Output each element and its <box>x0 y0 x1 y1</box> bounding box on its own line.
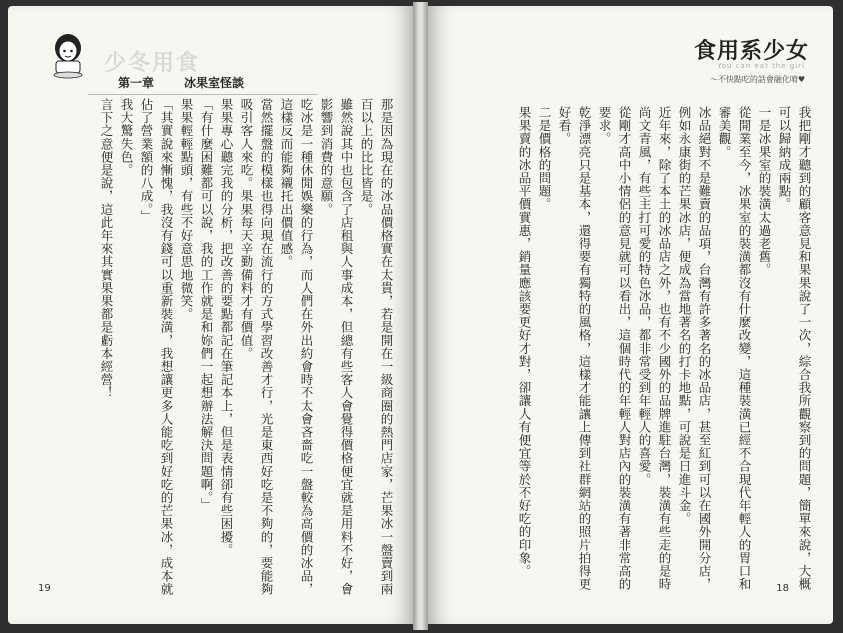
paragraph: 那是因為現在的冰品價格實在太貴，若是開在一級商圈的熱門店家，芒果冰一盤賣到兩百以上的比比皆是。 <box>359 98 394 596</box>
logo-title: 食用系少女 <box>693 39 809 64</box>
girl-illustration-icon <box>48 30 88 80</box>
paragraph: 果果專心聽完我的分析，把改善的要點都記在筆記本上，但是表情卻有些困擾。 <box>219 98 234 557</box>
chapter-header <box>22 22 322 90</box>
paragraph: 果果賣的冰品平價實惠，銷量應該要更好才對，卻讓人有便宜等於不好吃的印象。 <box>517 106 532 578</box>
paragraph: 「有什麼困難都可以說，我的工作就是和妳們一起想辦法解決問題啊。」 <box>199 98 214 511</box>
paragraph: 從剛才高中小情侶的意見就可以看出，這個時代的年輕人對店內的裝潢有著非常高的要求。 <box>597 106 632 591</box>
paragraph: 我把剛才聽到的顧客意見和果果說了一次，綜合我所觀察到的問題，簡單來說，大概可以歸納成兩點。 <box>777 106 812 591</box>
paragraph: 我大驚失色。 <box>119 98 134 177</box>
left-body-text <box>26 98 396 598</box>
header-rule <box>88 94 318 95</box>
page-number: 19 <box>38 583 51 594</box>
paragraph: 果果輕輕點頭，有些不好意思地微笑。 <box>179 98 194 321</box>
page-number: 18 <box>776 583 789 594</box>
book-gutter <box>413 2 428 630</box>
logo-tagline: ～不快點吃的話會融化唷♥ <box>709 75 805 84</box>
header-watermark: 少冬用食 <box>104 51 201 76</box>
chapter-title: 冰果室怪談 <box>184 76 245 90</box>
chapter-label: 第一章 <box>118 76 155 90</box>
paragraph: 雖然說其中也包含了店租與人事成本，但總有些客人會覺得價格便宜就是用料不好，會影響到消費的意願。 <box>319 98 354 596</box>
logo-subtitle: You can eat the girl <box>717 62 805 70</box>
paragraph: 言下之意便是說，這此年來其實果果都是虧本經營！ <box>99 98 114 400</box>
paragraph: 吃冰是一種休閒娛樂的行為，而人們在外出約會時不太會吝嗇吃一盤較為高價的冰品，這樣反而能夠襯托出價值感。 <box>279 98 314 596</box>
paragraph: 近年來，除了本土的冰品店之外，也有不少國外的品牌進駐台灣，裝潢有些走的是時尚文青風，有些主打可愛的特色冰品，都非常受到年輕人的喜愛。 <box>637 106 672 591</box>
paragraph: 二是價格的問題。 <box>537 106 552 211</box>
paragraph: 一是冰果室的裝潢太過老舊。 <box>757 106 772 277</box>
paragraph: 冰品絕對不是難賣的品項，台灣有許多著名的冰品店，甚至紅到可以在國外開分店，例如永康街的芒果冰店，便成為當地著名的打卡地點，可說是日進斗金。 <box>677 106 712 591</box>
right-body-text <box>458 106 814 598</box>
book-logo <box>655 34 815 94</box>
left-page <box>8 6 413 624</box>
paragraph: 乾淨漂亮只是基本，還得要有獨特的風格，這樣才能讓上傳到社群網站的照片拍得更好看。 <box>557 106 592 591</box>
paragraph: 「其實說來慚愧，我沒有錢可以重新裝潢，我想讓更多人能吃到好吃的芒果冰，成本就佔了營業額的八成。」 <box>139 98 174 596</box>
paragraph: 從開業至今，冰果室的裝潢都沒有什麼改變，這種裝潢已經不合現代年輕人的胃口和審美觀。 <box>717 106 752 591</box>
right-page <box>428 6 833 624</box>
paragraph: 當然擺盤的模樣也得向現在流行的方式學習改善才行，光是東西好吃是不夠的，要能夠吸引客人來吃。果果每天辛勤備料才有價值。 <box>239 98 274 596</box>
